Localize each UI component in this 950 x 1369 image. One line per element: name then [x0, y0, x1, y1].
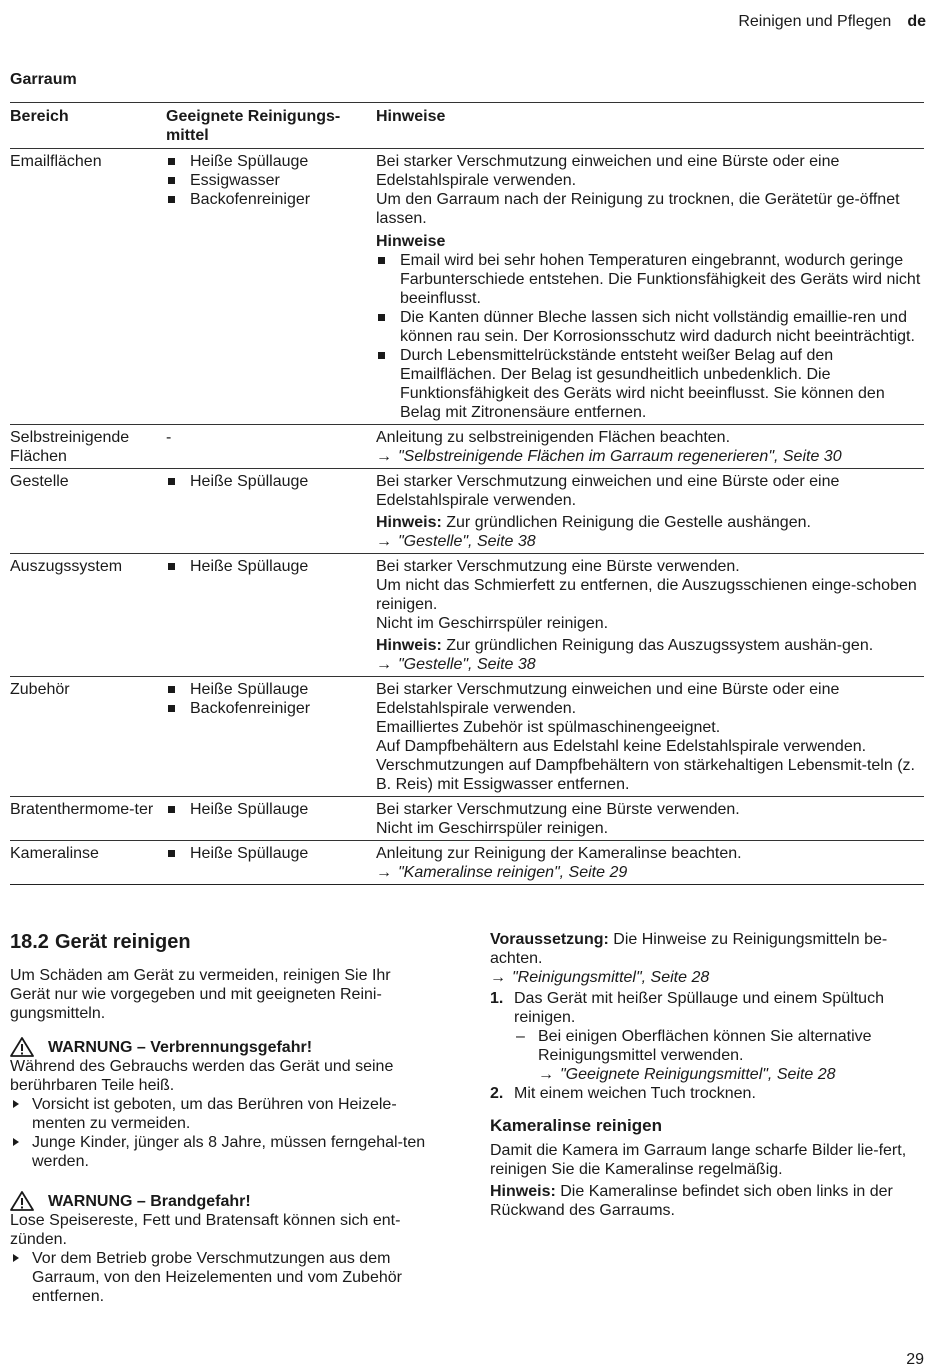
- camera-hint: Hinweis: Die Kameralinse befindet sich oben links in der Rückwand des Garraums.: [490, 1183, 893, 1219]
- agent-item: Heiße Spüllauge: [166, 680, 376, 699]
- note-text: Bei starker Verschmutzung einweichen und eine Bürste oder eine Edelstahlspirale verwenden.: [376, 153, 840, 189]
- step-number: 2.: [490, 1085, 504, 1102]
- prerequisite: Voraussetzung: Die Hinweise zu Reinigungsmitteln be-achten.: [490, 931, 888, 967]
- substep-list: [514, 1027, 922, 1084]
- agent-item: Heiße Spüllauge: [166, 152, 376, 171]
- note-text: Bei starker Verschmutzung eine Bürste verwenden.: [376, 801, 740, 818]
- note-text: Bei starker Verschmutzung eine Bürste verwenden.: [376, 558, 740, 575]
- cross-reference-link[interactable]: → "Gestelle", Seite 38: [376, 656, 536, 673]
- row-area: Auszugssystem: [10, 558, 123, 575]
- agent-item: Backofenreiniger: [166, 699, 376, 718]
- agent-list: [166, 844, 376, 863]
- row-area: Kameralinse: [10, 845, 99, 862]
- step-item: 2. Mit einem weichen Tuch trocknen.: [490, 1085, 756, 1102]
- table-header-row: [10, 103, 924, 149]
- arrow-icon: →: [376, 656, 392, 673]
- warning-bullets: [10, 1249, 435, 1306]
- page-number: 29: [906, 1351, 924, 1368]
- table-row: [10, 554, 924, 677]
- note-text: Anleitung zur Reinigung der Kameralinse beachten.: [376, 845, 742, 862]
- table-row: [10, 469, 924, 554]
- col-header-area: Bereich: [10, 108, 69, 125]
- hints-list: [376, 251, 924, 422]
- warning-text: Während des Gebrauchs werden das Gerät und seine berührbaren Teile heiß.: [10, 1058, 394, 1094]
- warning-bullet: Vor dem Betrieb grobe Verschmutzungen aus dem Garraum, von den Heizelementen und vom Zubehör entfernen.: [10, 1249, 435, 1306]
- agent-list: [166, 152, 376, 209]
- row-area: Gestelle: [10, 473, 69, 490]
- note-text: Emailliertes Zubehör ist spülmaschinengeeignet.: [376, 719, 721, 736]
- warning-triangle-icon: [10, 1037, 34, 1057]
- warning-text: Lose Speisereste, Fett und Bratensaft können sich ent-zünden.: [10, 1212, 401, 1248]
- warning-triangle-icon: [10, 1191, 34, 1211]
- cross-reference-link[interactable]: → "Kameralinse reinigen", Seite 29: [376, 864, 628, 881]
- col-header-notes: Hinweise: [376, 108, 446, 125]
- table-row: [10, 797, 924, 841]
- header-lang: de: [907, 13, 926, 30]
- cross-reference-link[interactable]: → "Selbstreinigende Flächen im Garraum regenerieren", Seite 30: [376, 448, 842, 465]
- warning-heading-fire: WARNUNG – Brandgefahr!: [10, 1191, 435, 1211]
- substep-item: – Bei einigen Oberflächen können Sie alternative Reinigungsmittel verwenden. → "Geeignete Reinigungsmittel", Seite 28: [514, 1027, 922, 1084]
- agent-item: Essigwasser: [166, 171, 376, 190]
- camera-text: Damit die Kamera im Garraum lange scharfe Bilder lie-fert, reinigen Sie die Kameralinse regelmäßig.: [490, 1142, 907, 1178]
- arrow-icon: →: [376, 864, 392, 881]
- running-header: [738, 12, 926, 31]
- note-text: Bei starker Verschmutzung einweichen und eine Bürste oder eine Edelstahlspirale verwenden.: [376, 473, 840, 509]
- arrow-icon: →: [376, 448, 392, 465]
- chapter-intro: Um Schäden am Gerät zu vermeiden, reinigen Sie Ihr Gerät nur wie vorgegeben und mit geeigneten Reini-gungsmitteln.: [10, 967, 391, 1022]
- chapter-heading: 18.2 Gerät reinigen: [10, 931, 191, 953]
- row-agent-none: -: [166, 429, 172, 446]
- agent-list: [166, 680, 376, 718]
- note-text: Anleitung zu selbstreinigenden Flächen beachten.: [376, 429, 731, 446]
- warning-bullet: Junge Kinder, jünger als 8 Jahre, müssen ferngehal-ten werden.: [10, 1133, 435, 1171]
- col-header-agents: Geeignete Reinigungs-mittel: [166, 108, 341, 144]
- agent-list: [166, 557, 376, 576]
- hint-item: Die Kanten dünner Bleche lassen sich nicht vollständig emaillie-ren und können rau sein. Der Korrosionsschutz wird dadurch nicht beeinträchtigt.: [376, 308, 924, 346]
- table-row: [10, 677, 924, 797]
- agent-list: [166, 800, 376, 819]
- hint-text: Hinweis: Zur gründlichen Reinigung die Gestelle aushängen.: [376, 514, 811, 531]
- agent-item: Backofenreiniger: [166, 190, 376, 209]
- step-item: 1. Das Gerät mit heißer Spüllauge und einem Spültuch reinigen. – Bei einigen Oberflächen können Sie alternative Reinigungsmittel verwenden. → "Geeignete Reinigungsmittel", Seite 28: [490, 989, 922, 1084]
- agent-item: Heiße Spüllauge: [166, 800, 376, 819]
- table-row: [10, 149, 924, 425]
- hints-heading: Hinweise: [376, 233, 446, 250]
- warning-bullet: Vorsicht ist geboten, um das Berühren von Heizele-menten zu vermeiden.: [10, 1095, 435, 1133]
- arrow-icon: →: [490, 969, 506, 986]
- row-area: Bratenthermome-ter: [10, 801, 154, 818]
- hint-item: Durch Lebensmittelrückstände entsteht weißer Belag auf den Emailflächen. Der Belag ist gesundheitlich unbedenklich. Die Funktionsfähigkeit des Geräts wird nicht beeinflusst. Sie können den Belag mit Zitronensäure entfernen.: [376, 346, 924, 422]
- arrow-icon: →: [538, 1066, 554, 1083]
- note-text: Nicht im Geschirrspüler reinigen.: [376, 820, 609, 837]
- row-area: Zubehör: [10, 681, 70, 698]
- note-text: Nicht im Geschirrspüler reinigen.: [376, 615, 609, 632]
- right-column: [490, 930, 922, 1220]
- warning-heading-burn: WARNUNG – Verbrennungsgefahr!: [10, 1037, 435, 1057]
- note-text: Verschmutzungen auf Dampfbehältern von stärkehaltigen Lebensmit-teln (z. B. Reis) mit Essigwasser entfernen.: [376, 757, 915, 793]
- camera-heading: Kameralinse reinigen: [490, 1116, 662, 1135]
- note-text: Um den Garraum nach der Reinigung zu trocknen, die Gerätetür ge-öffnet lassen.: [376, 191, 900, 227]
- cross-reference-link[interactable]: → "Reinigungsmittel", Seite 28: [490, 969, 710, 986]
- arrow-icon: →: [376, 533, 392, 550]
- header-section: Reinigen und Pflegen: [738, 13, 892, 30]
- table-row: [10, 425, 924, 469]
- cleaning-table: [10, 102, 924, 885]
- hint-item: Email wird bei sehr hohen Temperaturen eingebrannt, wodurch geringe Farbunterschiede entstehen. Die Funktionsfähigkeit des Geräts wird nicht beeinflusst.: [376, 251, 924, 308]
- agent-item: Heiße Spüllauge: [166, 844, 376, 863]
- note-text: Auf Dampfbehältern aus Edelstahl keine Edelstahlspirale verwenden.: [376, 738, 867, 755]
- cross-reference-link[interactable]: → "Geeignete Reinigungsmittel", Seite 28: [538, 1066, 836, 1083]
- step-list: [490, 989, 922, 1103]
- cross-reference-link[interactable]: → "Gestelle", Seite 38: [376, 533, 536, 550]
- table-row: [10, 841, 924, 885]
- agent-item: Heiße Spüllauge: [166, 557, 376, 576]
- agent-item: Heiße Spüllauge: [166, 472, 376, 491]
- hint-text: Hinweis: Zur gründlichen Reinigung das Auszugssystem aushän-gen.: [376, 637, 874, 654]
- agent-list: [166, 472, 376, 491]
- left-column: [10, 930, 435, 1306]
- row-area: Selbstreinigende Flächen: [10, 429, 130, 465]
- warning-bullets: [10, 1095, 435, 1171]
- section-title: Garraum: [10, 71, 77, 88]
- row-area: Emailflächen: [10, 153, 102, 170]
- note-text: Bei starker Verschmutzung einweichen und eine Bürste oder eine Edelstahlspirale verwenden.: [376, 681, 840, 717]
- note-text: Um nicht das Schmierfett zu entfernen, die Auszugsschienen einge-schoben reinigen.: [376, 577, 917, 613]
- step-number: 1.: [490, 990, 504, 1007]
